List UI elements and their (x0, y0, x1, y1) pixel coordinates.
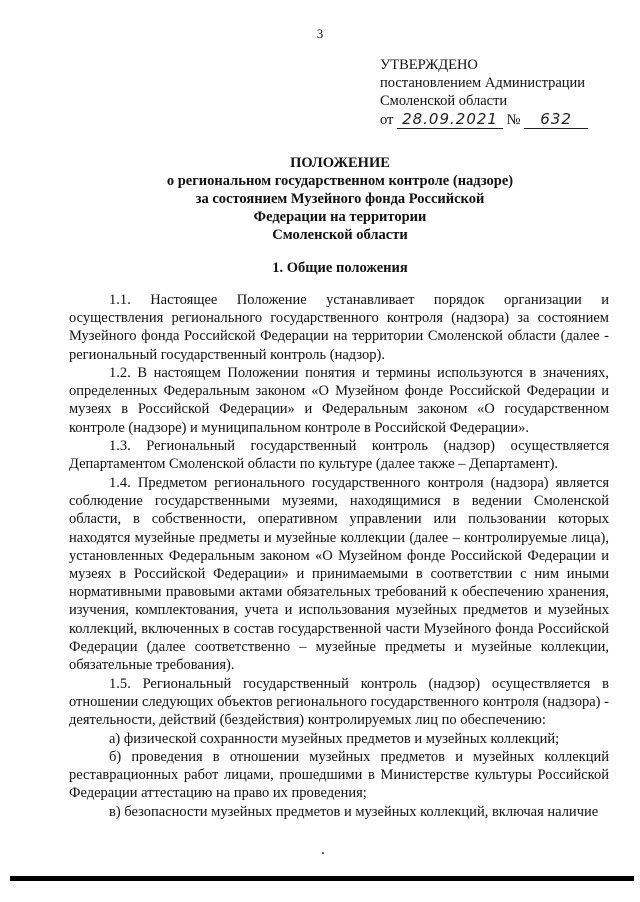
page-number: 3 (316, 26, 324, 41)
list-item-b: б) проведения в отношении музейных предметов и музейных коллекций реставрационных работ лицами, прошедшими в Министерстве культуры Российской Федерации аттестацию на право их проведения; (69, 749, 609, 802)
handwritten-date: 28.09.2021 (397, 110, 503, 129)
approval-date-row (380, 110, 588, 129)
paragraph-1-5: 1.5. Региональный государственный контроль (надзор) осуществляется в отношении следующих объектов регионального государственного контроля (надзора) - деятельности, действий (бездействия) контролируемых лиц по обеспечению: (69, 676, 609, 729)
approval-title: УТВЕРЖДЕНО (380, 57, 478, 73)
document-subtitle-line: Смоленской области (272, 227, 408, 243)
date-prefix: от (380, 112, 394, 128)
scan-bottom-edge (10, 876, 634, 881)
list-item-c: в) безопасности музейных предметов и музейных коллекций, включая наличие (109, 804, 599, 820)
paragraph-1-3: 1.3. Региональный государственный контроль (надзор) осуществляется Департаментом Смоленской области по культуре (далее также – Департамент). (69, 438, 609, 473)
document-subtitle-line: за состоянием Музейного фонда Российской (195, 191, 485, 207)
list-item-a: а) физической сохранности музейных предметов и музейных коллекций; (109, 731, 560, 747)
paragraph-1-2: 1.2. В настоящем Положении понятия и термины используются в значениях, определенных Федеральным законом «О Музейном фонде Российской Федерации и музеях в Российской Федерации» и Федеральным законом «О государственном контроле (надзоре) и муниципальном контроле в Российской Федерации». (69, 365, 609, 436)
approval-line-1: постановлением Администрации (380, 75, 586, 91)
document-subtitle-line: Федерации на территории (253, 209, 427, 225)
document-subtitle-line: о региональном государственном контроле (надзоре) (166, 173, 514, 189)
approval-line-2: Смоленской области (380, 93, 508, 109)
number-prefix: № (506, 112, 521, 128)
handwritten-number: 632 (524, 110, 588, 129)
paragraph-1-1: 1.1. Настоящее Положение устанавливает порядок организации и осуществления регионального государственного контроля (надзора) за состоянием Музейного фонда Российской Федерации на территории Смоленской области (далее - региональный государственный контроль (надзор). (69, 292, 609, 363)
scan-speck (322, 852, 324, 854)
paragraph-1-4: 1.4. Предметом регионального государственного контроля (надзора) является соблюдение государственными музеями, находящимися в ведении Смоленской области, в собственности, оперативном управлении или пользовании которых находятся музейные предметы и музейные коллекции (далее – контролируемые лица), установленных Федеральным законом «О Музейном фонде Российской Федерации и музеях в Российской Федерации» и принимаемыми в соответствии с ним иными нормативными правовыми актами обязательных требований к обеспечению хранения, изучения, комплектования, учета и использования музейных предметов и музейных коллекций, включенных в состав государственной части Музейного фонда Российской Федерации (далее соответственно – музейные предметы и музейные коллекции, обязательные требования). (69, 475, 609, 674)
section-heading: 1. Общие положения (272, 260, 408, 276)
document-title: ПОЛОЖЕНИЕ (290, 155, 390, 171)
